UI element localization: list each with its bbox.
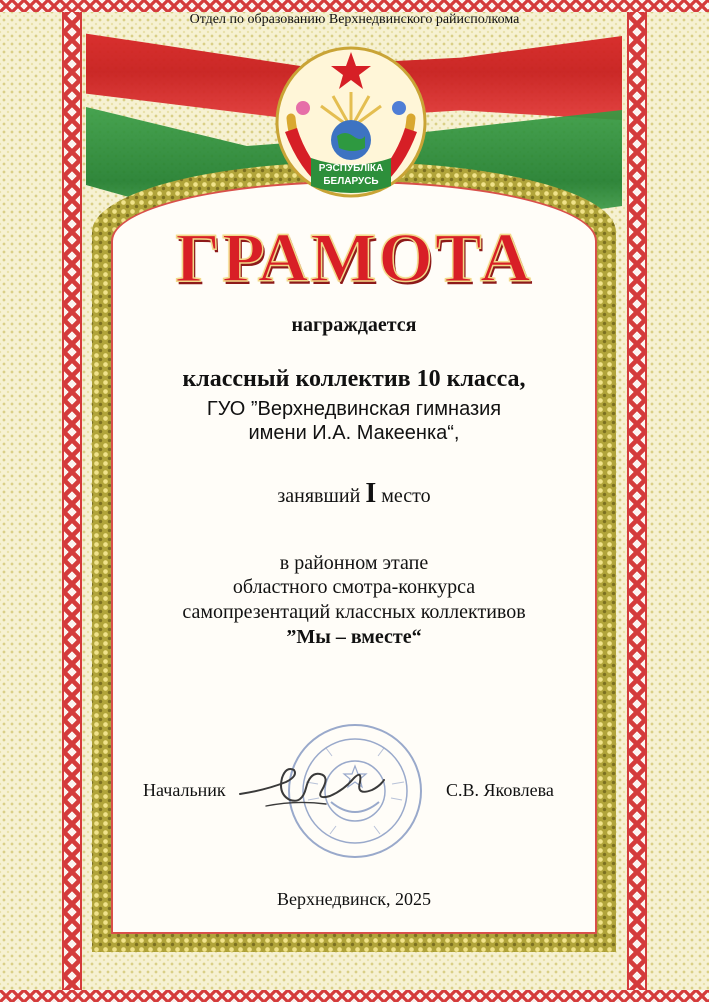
event-line-1: в районном этапе [279, 552, 429, 574]
left-ornament-strip [62, 0, 82, 1002]
bottom-ornament-strip [0, 990, 709, 1002]
place-and-year: Верхнедвинск, 2025 [276, 889, 432, 909]
school-line-1: ГУО ”Верхнедвинская гимназия [206, 398, 502, 420]
signatory-name: С.В. Яковлева [446, 780, 554, 800]
department-header: Отдел по образованию Верхнедвинского райисполкома [189, 12, 520, 27]
recipient-name: классный коллектив 10 класса, [182, 366, 526, 392]
school-line-2: имени И.А. Макеенка“, [248, 422, 460, 444]
document-title: ГРАМОТА [175, 220, 533, 297]
signatory-position: Начальник [143, 780, 226, 800]
top-ornament-strip [0, 0, 709, 12]
signature-icon [236, 760, 386, 816]
place-line [111, 478, 597, 510]
place-prefix: занявший [277, 485, 366, 507]
right-ornament-strip [627, 0, 647, 1002]
state-emblem-icon [273, 44, 429, 200]
emblem-ribbon-line2: БЕЛАРУСЬ [323, 176, 379, 187]
event-line-3: самопрезентаций классных коллективов [182, 601, 526, 623]
event-line-2: областного смотра-конкурса [232, 576, 476, 598]
place-suffix: место [376, 485, 431, 507]
event-name: ”Мы – вместе“ [286, 626, 422, 648]
award-intro: награждается [291, 314, 417, 336]
emblem-ribbon-line1: РЭСПУБЛІКА [318, 163, 384, 174]
place-number: I [365, 478, 377, 509]
